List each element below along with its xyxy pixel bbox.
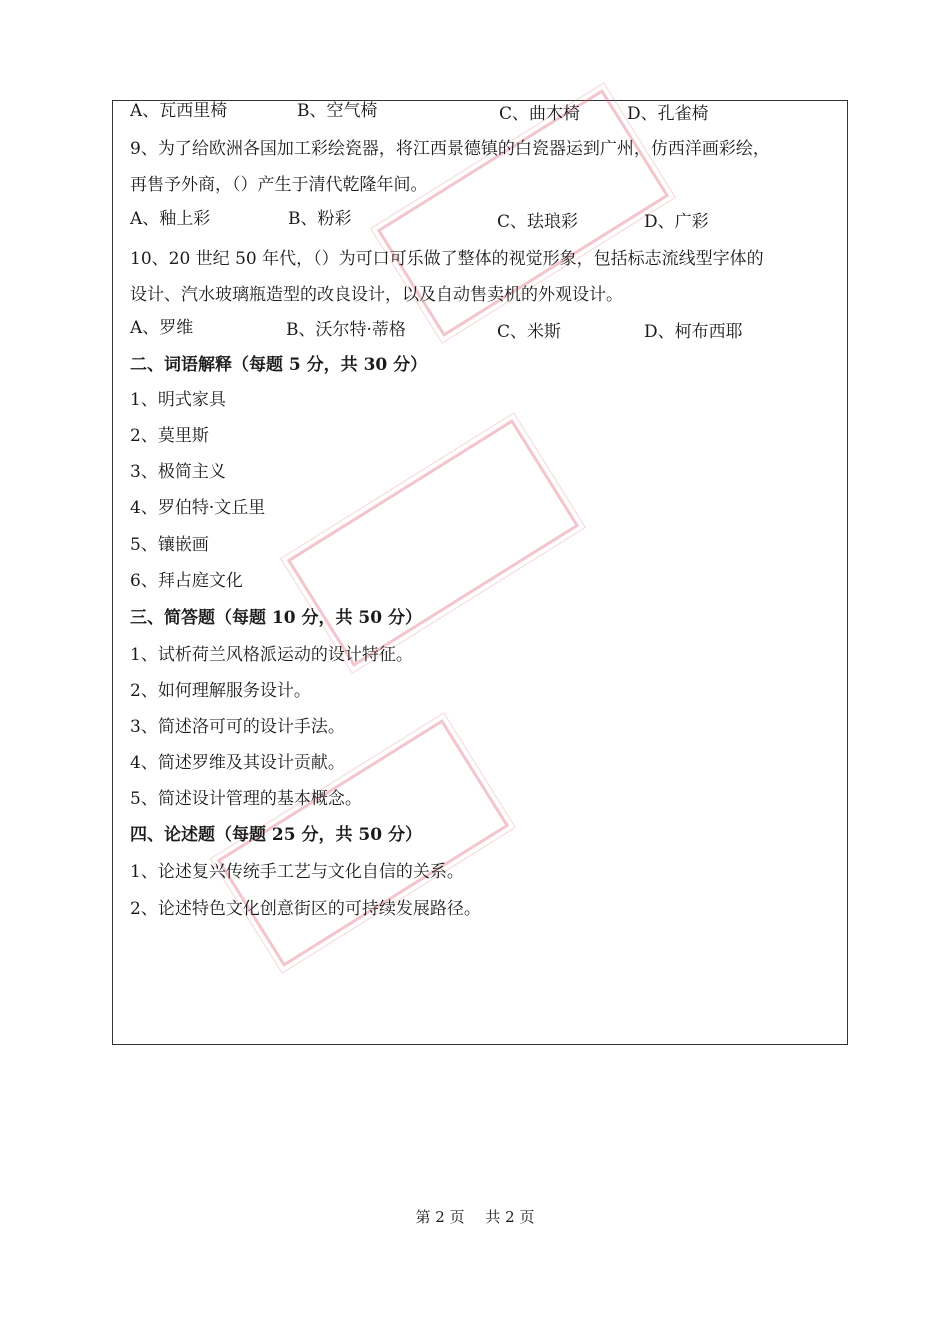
- q9-text-line1: 9、为了给欧洲各国加工彩绘瓷器，将江西景德镇的白瓷器运到广州，仿西洋画彩绘，: [130, 139, 770, 159]
- q9-option-d: D、广彩: [644, 212, 709, 232]
- section2-item-4: 4、罗伯特·文丘里: [130, 498, 266, 518]
- section4-item-1: 1、论述复兴传统手工艺与文化自信的关系。: [130, 862, 464, 882]
- q10-option-c: C、米斯: [497, 322, 562, 342]
- section2-item-2: 2、莫里斯: [130, 426, 209, 446]
- q9-option-b: B、粉彩: [288, 209, 352, 229]
- q9-option-a: A、釉上彩: [130, 209, 211, 229]
- section2-item-1: 1、明式家具: [130, 390, 226, 410]
- section3-item-1: 1、试析荷兰风格派运动的设计特征。: [130, 645, 413, 665]
- q10-text-line1: 10、20 世纪 50 年代，（）为可口可乐做了整体的视觉形象，包括标志流线型字体的: [130, 249, 764, 269]
- q8-option-d: D、孔雀椅: [627, 104, 709, 124]
- page-footer: [0, 1206, 950, 1227]
- q10-text-line2: 设计、汽水玻璃瓶造型的改良设计，以及自动售卖机的外观设计。: [130, 285, 623, 305]
- section2-title: 二、词语解释（每题 5 分，共 30 分）: [130, 355, 428, 375]
- q9-option-c: C、珐琅彩: [497, 212, 579, 232]
- section3-item-3: 3、简述洛可可的设计手法。: [130, 717, 345, 737]
- section3-item-5: 5、简述设计管理的基本概念。: [130, 789, 362, 809]
- q10-option-b: B、沃尔特·蒂格: [286, 320, 406, 340]
- section3-title: 三、简答题（每题 10 分，共 50 分）: [130, 608, 422, 628]
- section2-item-3: 3、极简主义: [130, 462, 226, 482]
- section4-item-2: 2、论述特色文化创意街区的可持续发展路径。: [130, 899, 481, 919]
- section3-item-4: 4、简述罗维及其设计贡献。: [130, 753, 345, 773]
- page-total: 共 2 页: [485, 1208, 535, 1226]
- q10-option-d: D、柯布西耶: [644, 322, 743, 342]
- section2-item-5: 5、镶嵌画: [130, 535, 209, 555]
- section2-item-6: 6、拜占庭文化: [130, 571, 243, 591]
- q8-option-b: B、空气椅: [297, 101, 378, 121]
- page-number: 第 2 页: [415, 1208, 465, 1226]
- q8-option-a: A、瓦西里椅: [130, 101, 228, 121]
- section3-item-2: 2、如何理解服务设计。: [130, 681, 311, 701]
- q9-text-line2: 再售予外商，（）产生于清代乾隆年间。: [130, 175, 428, 195]
- q10-option-a: A、罗维: [130, 318, 194, 338]
- q8-option-c: C、曲木椅: [499, 104, 581, 124]
- section4-title: 四、论述题（每题 25 分，共 50 分）: [130, 825, 422, 845]
